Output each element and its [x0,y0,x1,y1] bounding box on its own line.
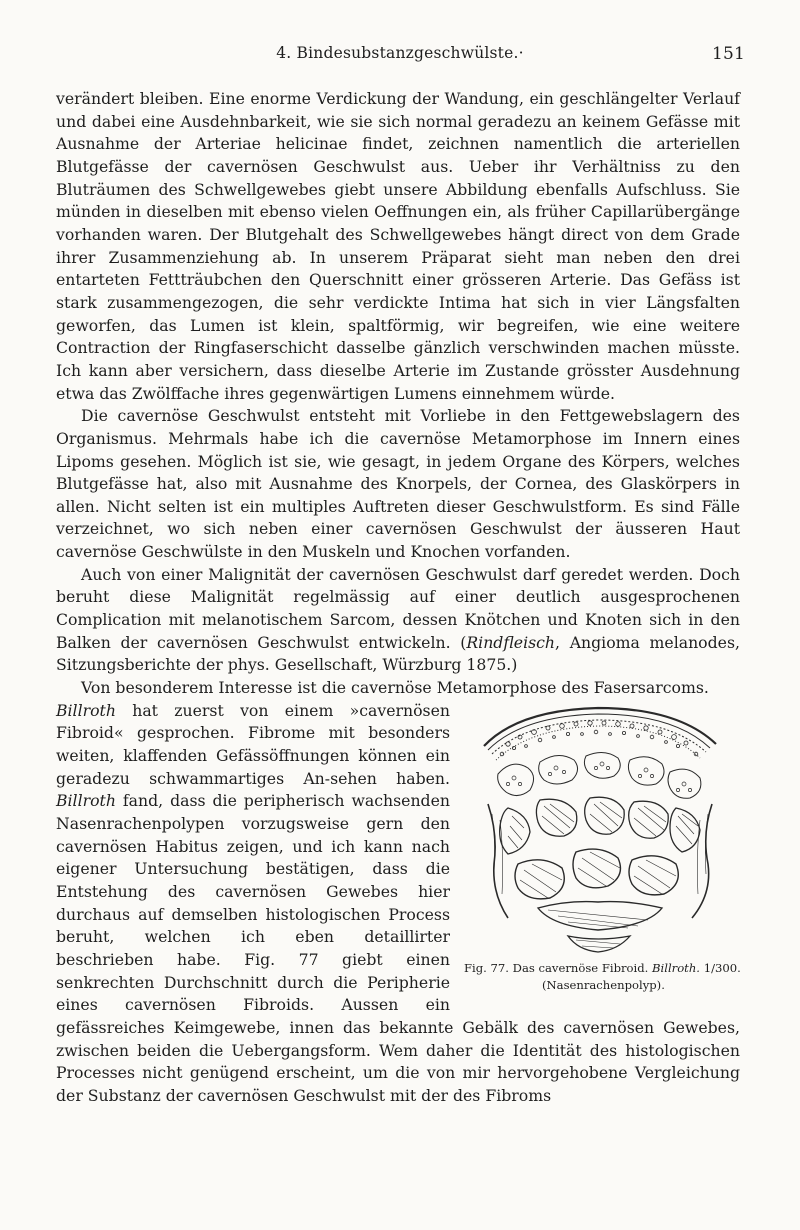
figure-caption [464,961,748,994]
caption-line-2: (Nasenrachenpolyp). [542,978,665,993]
running-header [0,44,800,68]
author-billroth-2: Billroth [56,791,116,811]
paragraph-4-lead: Von besonderem Interesse ist die cavernöse Metamorphose des Fasersarcoms. [81,678,709,698]
paragraph-3: Auch von einer Malignität der cavernösen Geschwulst darf geredet werden. Doch beruht diese Malignität regelmässig auf einer deutlich ausgesprochenen Complication mit melanotischem Sarcom, dessen Knötchen und Knoten sich in den Balken der cavernösen Geschwulst entwickeln. (Rindfleisch, Angioma melanodes, Sitzungsberichte der phys. Gesellschaft, Würzburg 1875.) [56,564,740,675]
caption-author: Billroth. [652,960,700,975]
caption-scale: 1/300. [703,960,741,975]
figure-77 [464,704,748,996]
paragraph-2: Die cavernöse Geschwulst entsteht mit Vorliebe in den Fettgewebslagern des Organismus. Mehrmals habe ich die cavernöse Metamorphose im Innern eines Lipoms gesehen. Möglich ist sie, wie gesagt, in jedem Organe des Körpers, welches Blutgefässe hat, also mit Ausnahme des Knorpels, der Cornea, des Glaskörpers in allen. Nicht selten ist ein multiples Auftreten dieser Geschwulstform. Es sind Fälle verzeichnet, wo sich neben einer cavernösen Geschwulst der äusseren Haut cavernöse Geschwülste in den Muskeln und Knochen vorfanden. [56,406,740,562]
caption-text: Das cavernöse Fibroid. [512,960,649,975]
body-text [56,88,740,1108]
fibroid-engraving [478,704,722,956]
running-title: 4. Bindesubstanzgeschwülste.· [276,44,524,62]
caption-label: Fig. 77. [464,960,509,975]
paragraph-1: verändert bleiben. Eine enorme Verdickung der Wandung, ein geschlängelter Verlauf und dabei eine Ausdehnbarkeit, wie sie sich normal geradezu an keinem Gefässe mit Ausnahme der Arteriae helicinae findet, zeichnen namentlich die arteriellen Blutgefässe der cavernösen Geschwulst aus. Ueber ihr Verhältniss zu den Bluträumen des Schwellgewebes giebt unsere Abbildung ebenfalls Aufschluss. Sie münden in dieselben mit ebenso vielen Oeffnungen ein, als früher Capillarübergänge vorhanden waren. Der Blutgehalt des Schwellgewebes hängt direct von dem Grade ihrer Zusammenziehung ab. In unserem Präparat sieht man neben den drei entarteten Fettträubchen den Querschnitt einer grösseren Arterie. Das Gefäss ist stark zusammengezogen, die sehr verdickte Intima hat sich in vier Längsfalten geworfen, das Lumen ist klein, spaltförmig, wir begreifen, wie eine weitere Contraction der Ringfaserschicht dasselbe gänzlich verschwinden machen müsste. Ich kann aber versichern, dass dieselbe Arterie im Zustande grösster Ausdehnung etwa das Zwölffache ihres gegenwärtigen Lumens einnehmem würde. [56,89,740,403]
page-number: 151 [711,44,745,64]
paragraph-4: Fig. 77. Das cavernöse Fibroid. Billroth. 1/300. (Nasenrachenpolyp). Billroth hat zuerst von einem »cavernösen Fibroid« gesprochen. Fibrome mit besonders weiten, klaffenden Gefässöffnungen können ein geradezu schwammartiges An-sehen haben. Billroth fand, dass die peripherisch wachsenden Nasenrachenpolypen vorzugsweise gern den cavernösen Habitus zeigen, und ich kann nach eigener Untersuchung bestätigen, dass die Entstehung des cavernösen Gewebes hier durchaus auf demselben histologischen Process beruht, welchen ich eben detaillirter beschrieben habe. Fig. 77 giebt einen senkrechten Durchschnitt durch die Peripherie eines cavernösen Fibroids. Aussen ein gefässreiches Keimgewebe, innen das bekannte Gebälk des cavernösen Gewebes, zwischen beiden die Uebergangsform. Wem daher die Identität des histologischen Processes nicht genügend erscheint, um die von mir hervorgehobene Vergleichung der Substanz der cavernösen Geschwulst mit der des Fibroms [56,700,740,1108]
author-billroth-1: Billroth [56,700,116,720]
author-citation: Rindfleisch [466,632,556,652]
